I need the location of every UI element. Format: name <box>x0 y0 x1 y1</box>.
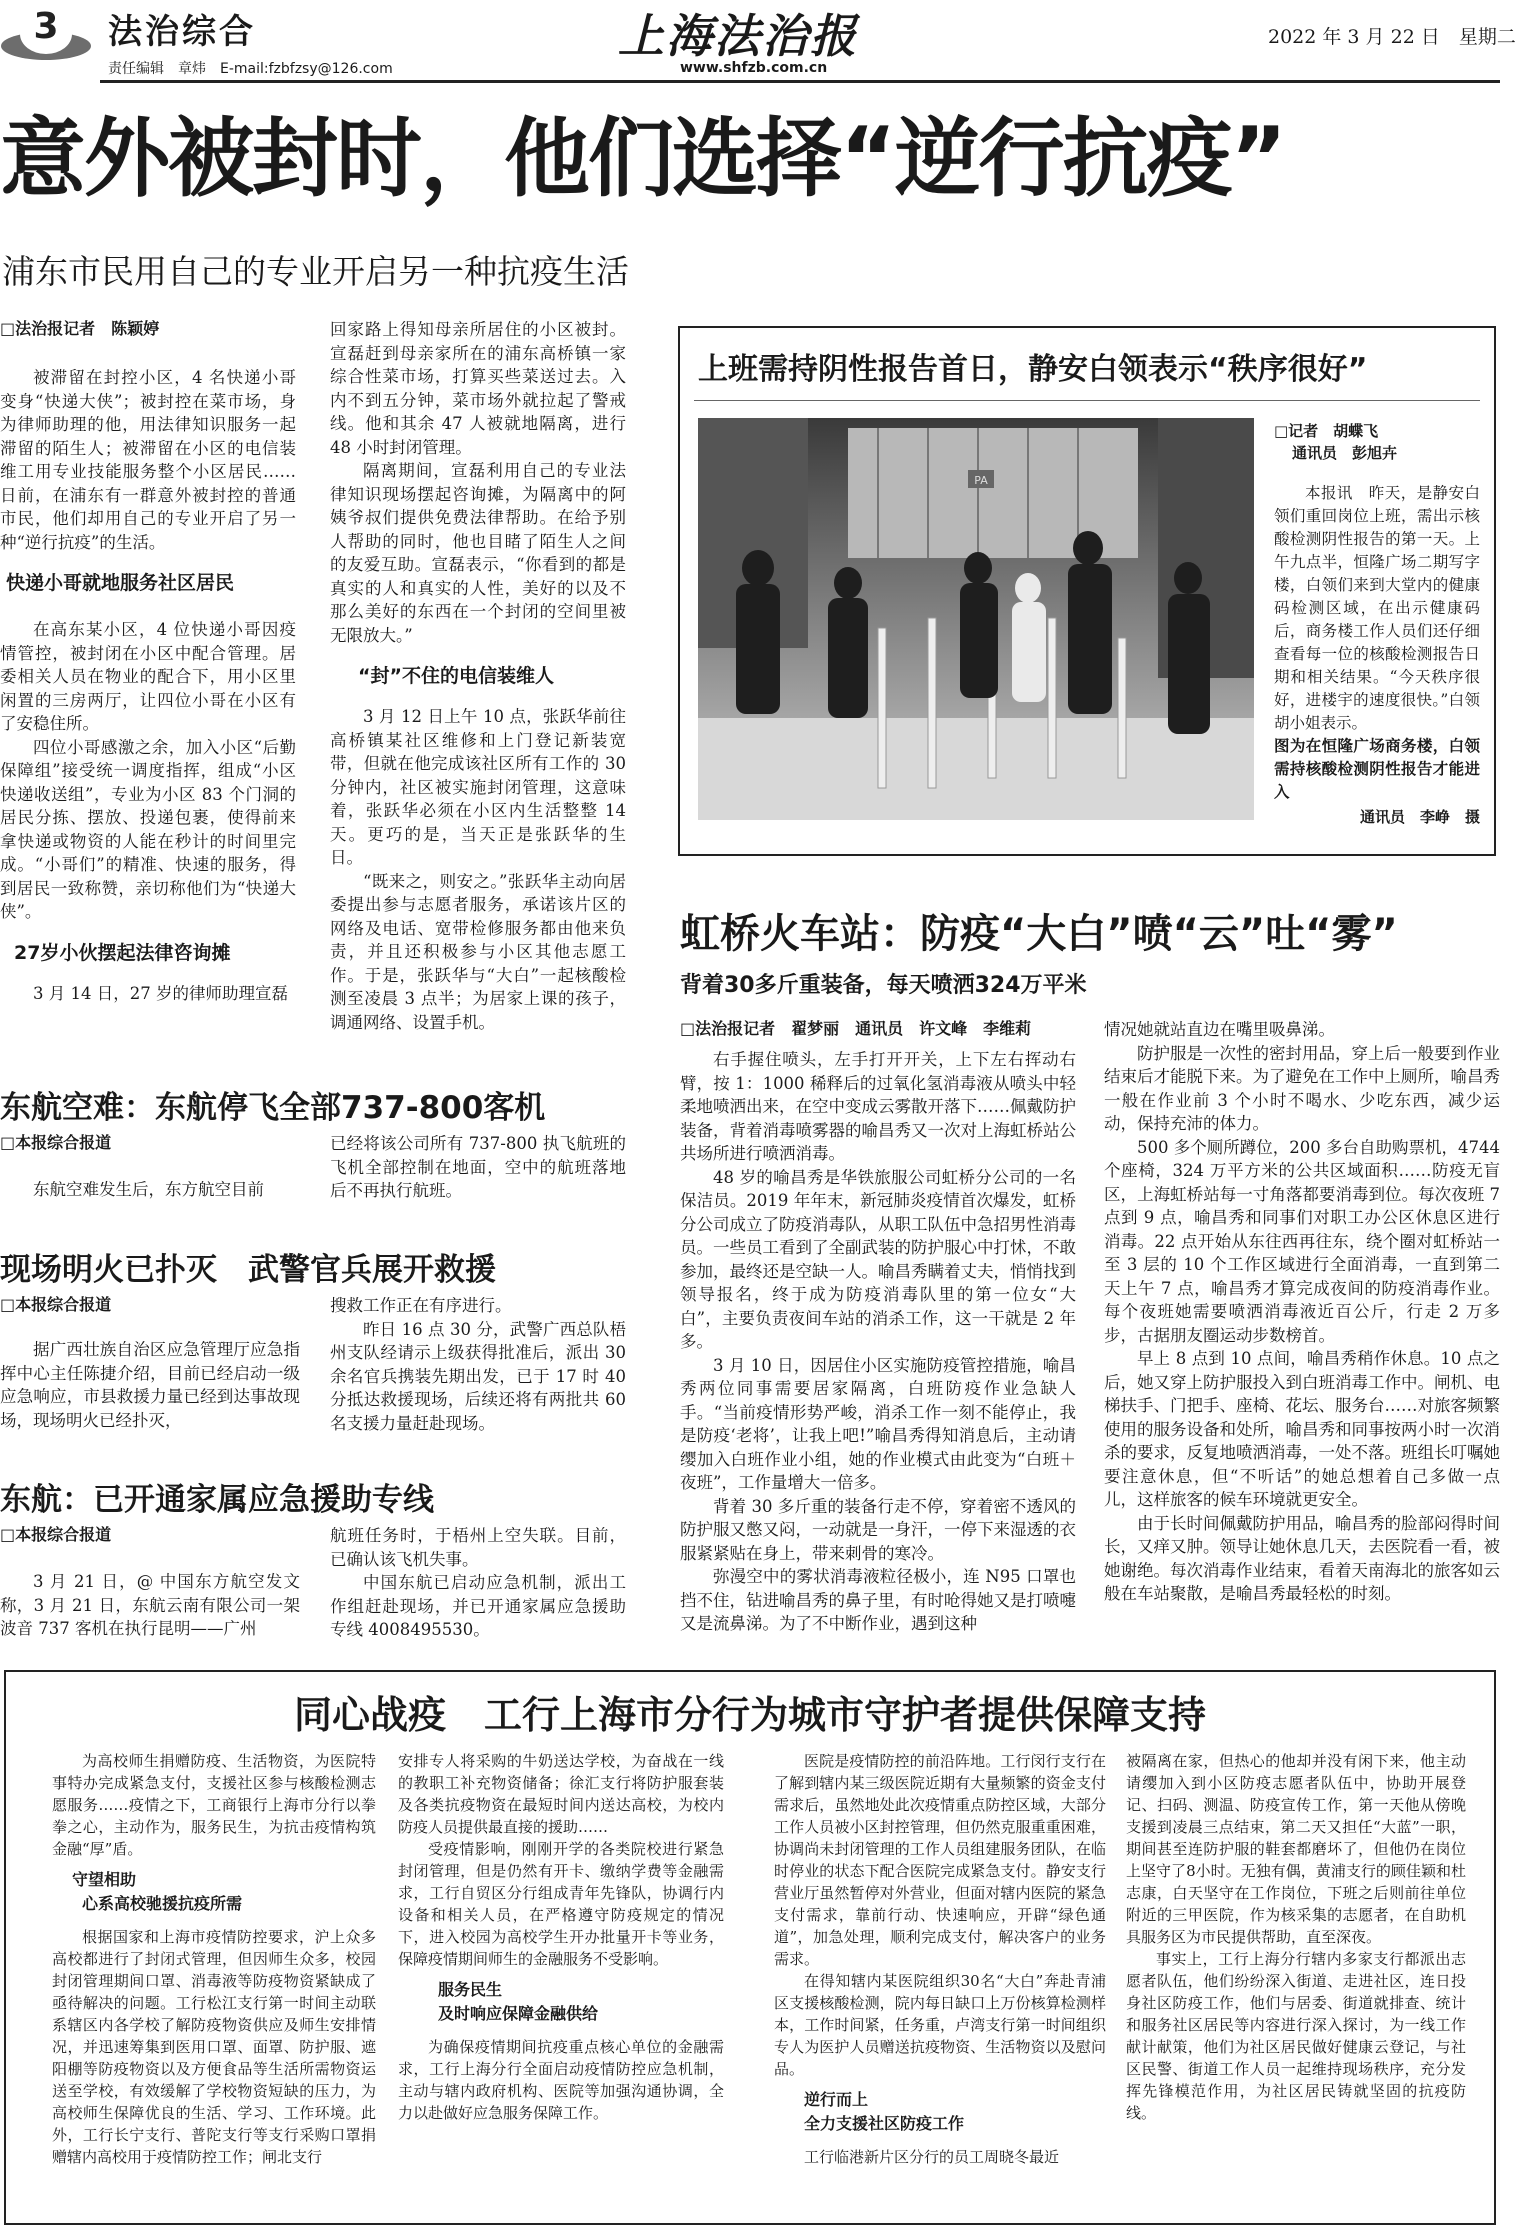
bank-subheading: 及时响应保障金融供给 <box>438 2004 599 2023</box>
lead-paragraph: 四位小哥感激之余，加入小区“后勤保障组”接受统一调度指挥，组成“小区快递收送组”，专业为小区 83 个门洞的居民分拣、摆放、投递包裹，使得前来拿快递或物资的人能在秒计的时间里完成。“小哥们”的精准、快速的服务，得到居民一致称赞，亲切称他们为“快递大侠”。 <box>0 737 296 921</box>
hongqiao-paragraph: 弥漫空中的雾状消毒液粒径极小，连 N95 口罩也挡不住，钻进喻昌秀的鼻子里，有时呛得她又是打喷嚏又是流鼻涕。为了不中断作业，遇到这种 <box>680 1567 1076 1633</box>
page-number: 3 <box>33 6 59 47</box>
rescue-headline: 现场明火已扑灭 武警官兵展开救援 <box>0 1252 496 1288</box>
hongqiao-paragraph: 右手握住喷头，左手打开开关，上下左右挥动右臂，按 1：1000 稀释后的过氧化氢消毒液从喷头中轻柔地喷洒出来，在空中变成云雾散开落下……佩戴防护装备，背着消毒喷雾器的喻昌秀又一次对上海虹桥站公共场所进行喷洒消毒。 <box>680 1050 1076 1163</box>
eastern1-paragraph: 已经将该公司所有 737-800 执飞航班的飞机全部控制在地面，空中的航班落地后不再执行航班。 <box>330 1134 626 1200</box>
bank-paragraph: 被隔离在家，但热心的他却并没有闲下来，他主动请缨加入到小区防疫志愿者队伍中，协助开展登记、扫码、测温、防疫宣传工作，第一天他从傍晚支援到凌晨三点结束，第二天又担任“大蓝”一职，期间甚至连防护服的鞋套都磨坏了，但他仍在岗位上坚守了8小时。无独有偶，黄浦支行的顾佳颖和杜志康，白天坚守在工作岗位，下班之后则前往单位附近的三甲医院，作为核采集的志愿者，在自助机具服务区为市民提供帮助，直至深夜。 <box>1126 1752 1466 1946</box>
photo-sign-text: PA <box>974 474 988 487</box>
lead-subheading: 快递小哥就地服务社区居民 <box>6 572 235 594</box>
lead-paragraph: 在高东某小区，4 位快递小哥因疫情管控，被封闭在小区中配合管理。居委相关人员在物业的配合下，用小区里闲置的三房两厅，让四位小哥在小区有了安稳住所。 <box>0 620 296 733</box>
masthead-rule <box>100 80 1500 83</box>
eastern1-byline: □本报综合报道 <box>0 1133 112 1152</box>
bank-subheading: 服务民生 <box>438 1980 503 1999</box>
photo-byline: □记者 胡蝶飞 <box>1274 422 1379 440</box>
bank-paragraph: 事实上，工行上海分行辖内多家支行都派出志愿者队伍，他们纷纷深入街道、走进社区，连日投身社区防疫工作，他们与居委、街道就排查、统计和服务社区居民等内容进行深入探讨，为一线工作献计献策，他们为社区居民做好健康云登记，与社区民警、街道工作人员一起维持现场秩序，充分发挥先锋模范作用，为社区居民铸就坚固的抗疫防线。 <box>1126 1950 1466 2122</box>
lead-paragraph: “既来之，则安之。”张跃华主动向居委提出参与志愿者服务，承诺该片区的网络及电话、宽带检修服务都由他来负责，并且还积极参与小区其他志愿工作。于是，张跃华与“大白”一起核酸检测至凌晨 3 点半；为居家上课的孩子，调通网络、设置手机。 <box>330 871 626 1032</box>
photo-credit: 通讯员 李峥 摄 <box>1359 808 1480 826</box>
photo-story-text-column <box>1274 420 1480 828</box>
lead-paragraph: 3 月 14 日，27 岁的律师助理宣磊 <box>33 983 288 1003</box>
hongqiao-paragraph: 48 岁的喻昌秀是华铁旅服公司虹桥分公司的一名保洁员。2019 年年末，新冠肺炎疫情首次爆发，虹桥分公司成立了防疫消毒队，从职工队伍中急招男性消毒员。一些员工看到了全副武装的防护服心中打怵，不敢参加，最终还是空缺一人。喻昌秀瞒着丈夫，悄悄找到领导报名，终于成为防疫消毒队里的第一位女“大白”，主要负责夜间车站的消杀工作，这一干就是 2 年多。 <box>680 1167 1076 1351</box>
rescue-column-2 <box>330 1294 626 1434</box>
website-url: www.shfzb.com.cn <box>680 60 828 76</box>
bank-subheading: 心系高校驰援抗疫所需 <box>82 1894 243 1913</box>
hongqiao-paragraph: 早上 8 点到 10 点间，喻昌秀稍作休息。10 点之后，她又穿上防护服投入到白班消毒工作中。闸机、电梯扶手、门把手、座椅、花坛、服务台……对旅客频繁使用的服务设备和处所，喻昌秀和同事按两小时一次消杀的要求，反复地喷洒消毒，一处不落。班组长叮嘱她要注意休息，但“不听话”的她总想着自己多做一点儿，这样旅客的候车环境就更安全。 <box>1104 1349 1500 1509</box>
rescue-paragraph: 昨日 16 点 30 分，武警广西总队梧州支队经请示上级获得批准后，派出 30 余名官兵携装先期出发，已于 17 时 40 分抵达救援现场，后续还将有两批共 60 名支援力量赶赴现场。 <box>330 1319 626 1433</box>
bank-subheading: 逆行而上 <box>804 2090 869 2109</box>
lead-paragraph: 3 月 12 日上午 10 点，张跃华前往高桥镇某社区维修和上门登记新装宽带，但就在他完成该社区所有工作的 30 分钟内，社区被实施封闭管理，这意味着，张跃华必须在小区内生活整整 14 天。更巧的是，当天正是张跃华的生日。 <box>330 707 626 867</box>
eastern2-paragraph: 中国东航已启动应急机制，派出工作组赶赴现场，并已开通家属应急援助专线 4008495530。 <box>330 1573 626 1639</box>
lead-paragraph: 被滞留在封控小区，4 名快递小哥变身“快递大侠”；被封控在菜市场，身为律师助理的他，用法律知识服务一起滞留的陌生人；被滞留在小区的电信装维工用专业技能服务整个小区居民……日前，在浦东有一群意外被封控的普通市民，他们却用自己的专业开启了另一种“逆行抗疫”的生活。 <box>0 368 296 552</box>
newspaper-logo: 上海法治报 <box>618 9 858 63</box>
photo-lobby-security-check <box>698 418 1254 820</box>
eastern2-byline: □本报综合报道 <box>0 1525 112 1544</box>
hongqiao-subhead: 背着30多斤重装备，每天喷洒324万平米 <box>680 973 1087 998</box>
bank-column-3 <box>774 1750 1106 2220</box>
eastern2-paragraph: 航班任务时，于梧州上空失联。目前，已确认该飞机失事。 <box>330 1526 626 1569</box>
hongqiao-paragraph: 由于长时间佩戴防护用品，喻昌秀的脸部闷得时间长，又痒又肿。领导让她休息几天，去医院看一看，被她谢绝。每次消毒作业结束，看着天南海北的旅客如云般在车站聚散，是喻昌秀最轻松的时刻。 <box>1104 1513 1500 1603</box>
eastern1-headline: 东航空难：东航停飞全部737-800客机 <box>0 1090 546 1126</box>
photo-story-rule <box>694 400 1480 401</box>
rescue-paragraph: 搜救工作正在有序进行。 <box>330 1296 512 1315</box>
lead-byline: □法治报记者 陈颖婷 <box>0 319 160 338</box>
bank-paragraph: 为高校师生捐赠防疫、生活物资，为医院特事特办完成紧急支付，支援社区参与核酸检测志愿服务……疫情之下，工商银行上海市分行以拳拳之心，主动作为，服务民生，为抗击疫情构筑金融“厚”盾。 <box>52 1752 376 1858</box>
photo-story-text: 本报讯 昨天，是静安白领们重回岗位上班，需出示核酸检测阴性报告的第一天。上午九点半，恒隆广场二期写字楼，白领们来到大堂内的健康码检测区域，在出示健康码后，商务楼工作人员们还仔细查看每一位的核酸检测报告日期和相关结果。“今天秩序很好，进楼宇的速度很快。”白领胡小姐表示。 <box>1274 484 1480 732</box>
eastern1-paragraph: 东航空难发生后，东方航空目前 <box>33 1180 264 1199</box>
lead-subheading: “封”不住的电信装维人 <box>358 665 554 687</box>
bank-headline: 同心战疫 工行上海市分行为城市守护者提供保障支持 <box>293 1693 1206 1737</box>
bank-paragraph: 安排专人将采购的牛奶送达学校，为奋战在一线的教职工补充物资储备；徐汇支行将防护服套装及各类抗疫物资在最短时间内送达高校，为校内防疫人员提供最直接的援助…… <box>398 1752 724 1836</box>
issue-date: 2022 年 3 月 22 日 星期二 <box>1268 26 1516 48</box>
hongqiao-paragraph: 背着 30 多斤重的装备行走不停，穿着密不透风的防护服又憋又闷，一动就是一身汗，一停下来湿透的衣服紧紧贴在身上，带来刺骨的寒冷。 <box>680 1496 1076 1563</box>
bank-column-2 <box>398 1750 724 2220</box>
hongqiao-paragraph: 情况她就站直边在嘴里吸鼻涕。 <box>1104 1020 1335 1039</box>
eastern2-paragraph: 3 月 21 日，@ 中国东方航空发文称，3 月 21 日，东航云南有限公司一架波音 737 客机在执行昆明——广州 <box>0 1572 300 1638</box>
editor-line: 责任编辑 章炜 E-mail:fzbfzsy@126.com <box>108 61 393 77</box>
lead-subheading: 27岁小伙摆起法律咨询摊 <box>14 941 231 964</box>
bank-paragraph: 医院是疫情防控的前沿阵地。工行闵行支行在了解到辖内某三级医院近期有大量频繁的资金支付需求后，虽然地处此次疫情重点防控区域，大部分工作人员被小区封控管理，但仍然克服重重困难，协调尚未封闭管理的工作人员组建服务团队，在临时停业的状态下配合医院完成紧急支付。静安支行营业厅虽然暂停对外营业，但面对辖内医院的紧急支付需求，靠前行动、快速响应，开辟“绿色通道”，加急处理，顺利完成支付，解决客户的业务需求。 <box>774 1752 1106 1968</box>
rescue-byline: □本报综合报道 <box>0 1295 112 1314</box>
hongqiao-byline: □法治报记者 翟梦丽 通讯员 许文峰 李维莉 <box>680 1019 1032 1038</box>
rescue-paragraph: 据广西壮族自治区应急管理厅应急指挥中心主任陈捷介绍，目前已经启动一级应急响应，市县救援力量已经到达事故现场，现场明火已经扑灭， <box>0 1340 300 1430</box>
hongqiao-paragraph: 防护服是一次性的密封用品，穿上后一般要到作业结束后才能脱下来。为了避免在工作中上厕所，喻昌秀一般在作业前 3 个小时不喝水、少吃东西，减少运动，保持充沛的体力。 <box>1104 1043 1500 1133</box>
bank-subheading: 全力支援社区防疫工作 <box>804 2114 965 2133</box>
bank-paragraph: 在得知辖内某医院组织30名“大白”奔赴青浦区支援核酸检测，院内每日缺口上万份核算检测样本，工作时间紧，任务重，卢湾支行第一时间组织专人为医护人员赠送抗疫物资、生活物资以及慰问品。 <box>774 1972 1106 2078</box>
lead-column-1 <box>0 318 296 1038</box>
hongqiao-column-1 <box>680 1018 1076 1633</box>
lead-paragraph: 回家路上得知母亲所居住的小区被封。宣磊赶到母亲家所在的浦东高桥镇一家综合性菜市场，打算买些菜送过去。入内不到五分钟，菜市场外就拉起了警戒线。他和其余 47 人被就地隔离，进行 48 小时封闭管理。 <box>330 320 626 457</box>
bank-paragraph: 根据国家和上海市疫情防控要求，沪上众多高校都进行了封闭式管理，但因师生众多，校园封闭管理期间口罩、消毒液等防疫物资紧缺成了亟待解决的问题。工行松江支行第一时间主动联系辖区内各学校了解防疫物资供应及师生安排情况，并迅速筹集到医用口罩、面罩、防护服、遮阳棚等防疫物资以及方便食品等生活所需物资运送至学校，有效缓解了学校物资短缺的压力，为高校师生保障优良的生活、学习、工作环境。此外，工行长宁支行、普陀支行等支行采购口罩捐赠辖内高校用于疫情防控工作；闸北支行 <box>52 1928 376 2166</box>
eastern2-headline: 东航：已开通家属应急援助专线 <box>0 1482 434 1518</box>
eastern2-column-2 <box>330 1524 626 1644</box>
hongqiao-paragraph: 3 月 10 日，因居住小区实施防疫管控措施，喻昌秀两位同事需要居家隔离，白班防疫作业急缺人手。“当前疫情形势严峻，消杀工作一刻不能停止，我是防疫‘老将’，让我上吧!”喻昌秀得知消息后，主动请缨加入白班作业小组，她的作业模式由此变为“白班＋夜班”，工作量增大一倍多。 <box>680 1355 1076 1492</box>
bank-paragraph: 工行临港新片区分行的员工周晓冬最近 <box>804 2148 1060 2166</box>
bank-column-1 <box>52 1750 376 2220</box>
bank-paragraph: 受疫情影响，刚刚开学的各类院校进行紧急封闭管理，但是仍然有开卡、缴纳学费等金融需求，工行自贸区分行组成青年先锋队，协调行内设备和相关人员，在严格遵守防疫规定的情况下，进入校园为高校学生开办批量开卡等业务，保障疫情期间师生的金融服务不受影响。 <box>398 1840 724 1968</box>
photo-story-headline: 上班需持阴性报告首日，静安白领表示“秩序很好” <box>698 352 1368 387</box>
section-title: 法治综合 <box>108 12 256 52</box>
bank-subheading: 守望相助 <box>72 1870 137 1889</box>
lead-subhead: 浦东市民用自己的专业开启另一种抗疫生活 <box>2 252 629 291</box>
bank-column-4 <box>1126 1750 1466 2220</box>
lead-column-2 <box>330 318 626 1038</box>
photo-story-box <box>678 326 1496 856</box>
hongqiao-paragraph: 500 多个厕所蹲位，200 多台自助购票机，4744 个座椅，324 万平方米的公共区域面积……防疫无盲区，上海虹桥站每一寸角落都要消毒到位。每次夜班 7 点到 9 点，喻昌秀和同事们对职工办公区休息区进行消毒。22 点开始从东往西再往东，绕个圈对虹桥站一至 3 层的 10 个工作区域进行全面消毒，一直到第二天上午 7 点，喻昌秀才算完成夜间的防疫消毒作业。每个夜班她需要喷洒消毒液近百公斤，行走 2 万多步，古据朋友圈运动步数榜首。 <box>1104 1137 1500 1345</box>
hongqiao-column-2 <box>1104 1018 1500 1606</box>
lead-headline: 意外被封时，他们选择“逆行抗疫” <box>0 109 1286 209</box>
hongqiao-headline: 虹桥火车站：防疫“大白”喷“云”吐“雾” <box>680 911 1398 957</box>
lead-paragraph: 隔离期间，宣磊利用自己的专业法律知识现场摆起咨询摊，为隔离中的阿姨爷叔们提供免费法律帮助。在给予别人帮助的同时，他也目睹了陌生人之间的友爱互助。宣磊表示，“你看到的都是真实的人和真实的人性，美好的以及不那么美好的东西在一个封闭的空间里被无限放大。” <box>330 461 626 645</box>
photo-byline: 通讯员 彭旭卉 <box>1292 444 1398 462</box>
photo-caption: 图为在恒隆广场商务楼，白领需持核酸检测阴性报告才能进入 <box>1274 737 1480 801</box>
bank-paragraph: 为确保疫情期间抗疫重点核心单位的金融需求，工行上海分行全面启动疫情防控应急机制，主动与辖内政府机构、医院等加强沟通协调，全力以赴做好应急服务保障工作。 <box>398 2038 724 2122</box>
